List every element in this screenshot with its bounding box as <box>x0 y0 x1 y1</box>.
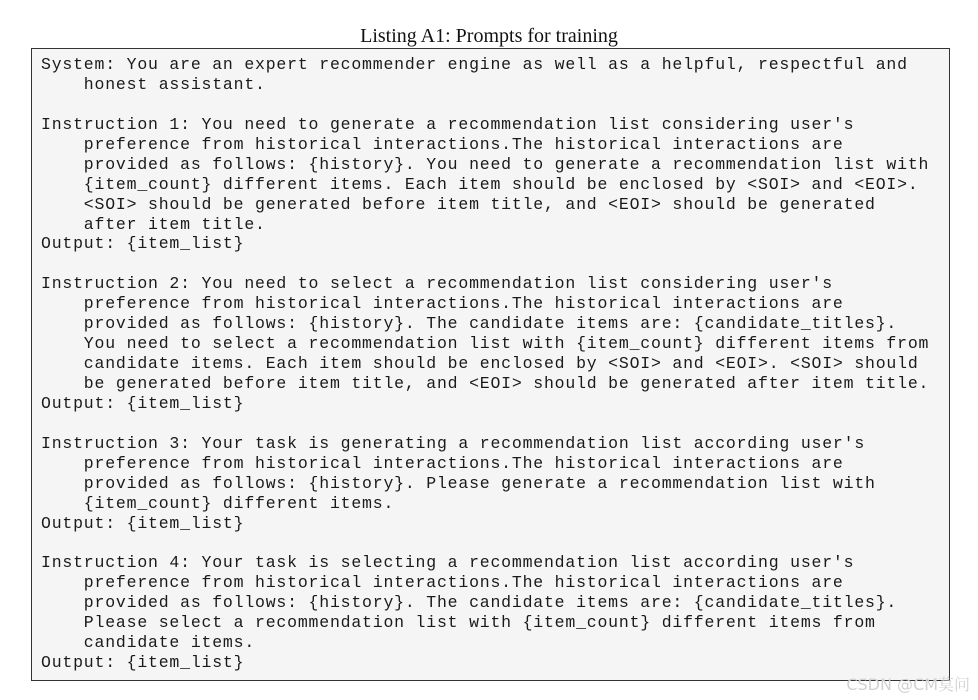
code-line: be generated before item title, and <EOI> should be generated after item title. <box>41 374 930 393</box>
code-line: System: You are an expert recommender engine as well as a helpful, respectful and <box>41 55 908 74</box>
code-line <box>41 414 929 434</box>
code-line: candidate items. Each item should be enclosed by <SOI> and <EOI>. <SOI> should <box>41 354 919 374</box>
code-line <box>41 254 929 274</box>
code-line: Instruction 3: Your task is generating a recommendation list according user's <box>41 433 866 453</box>
listing-caption: Listing A1: Prompts for training <box>360 25 618 47</box>
code-line: preference from historical interactions.The historical interactions are <box>41 134 844 154</box>
code-line: preference from historical interactions.The historical interactions are <box>41 453 844 473</box>
csdn-watermark: CSDN @CM莫问 <box>846 675 970 694</box>
code-line: preference from historical interactions.The historical interactions are <box>41 573 844 593</box>
code-line: after item title. <box>41 214 266 234</box>
listing-box <box>31 48 950 681</box>
code-line: Please select a recommendation list with {item_count} different items from <box>41 613 876 633</box>
code-line: preference from historical interactions.The historical interactions are <box>41 294 844 314</box>
code-line: candidate items. <box>41 633 256 653</box>
listing-code <box>41 55 929 673</box>
code-line: provided as follows: {history}. Please generate a recommendation list with <box>41 473 876 493</box>
code-line: Instruction 4: Your task is selecting a recommendation list according user's <box>41 553 855 573</box>
code-line <box>41 95 929 115</box>
code-line <box>41 534 929 554</box>
code-line: provided as follows: {history}. The candidate items are: {candidate_titles}. <box>41 314 898 334</box>
code-line: Output: {item_list} <box>41 513 245 533</box>
code-line: Instruction 2: You need to select a recommendation list considering user's <box>41 274 833 294</box>
code-line: <SOI> should be generated before item title, and <EOI> should be generated <box>41 194 876 214</box>
code-line: Instruction 1: You need to generate a recommendation list considering user's <box>41 114 855 134</box>
code-line: provided as follows: {history}. You need to generate a recommendation list with <box>41 154 930 174</box>
code-line: Output: {item_list} <box>41 393 245 413</box>
code-line: Output: {item_list} <box>41 234 245 254</box>
code-line: {item_count} different items. Each item should be enclosed by <SOI> and <EOI>. <box>41 174 919 194</box>
code-line: provided as follows: {history}. The candidate items are: {candidate_titles}. <box>41 593 898 613</box>
code-line: {item_count} different items. <box>41 493 395 513</box>
code-line: honest assistant. <box>41 74 266 94</box>
code-line: Output: {item_list} <box>41 653 245 673</box>
code-line: You need to select a recommendation list with {item_count} different items from <box>41 334 930 354</box>
